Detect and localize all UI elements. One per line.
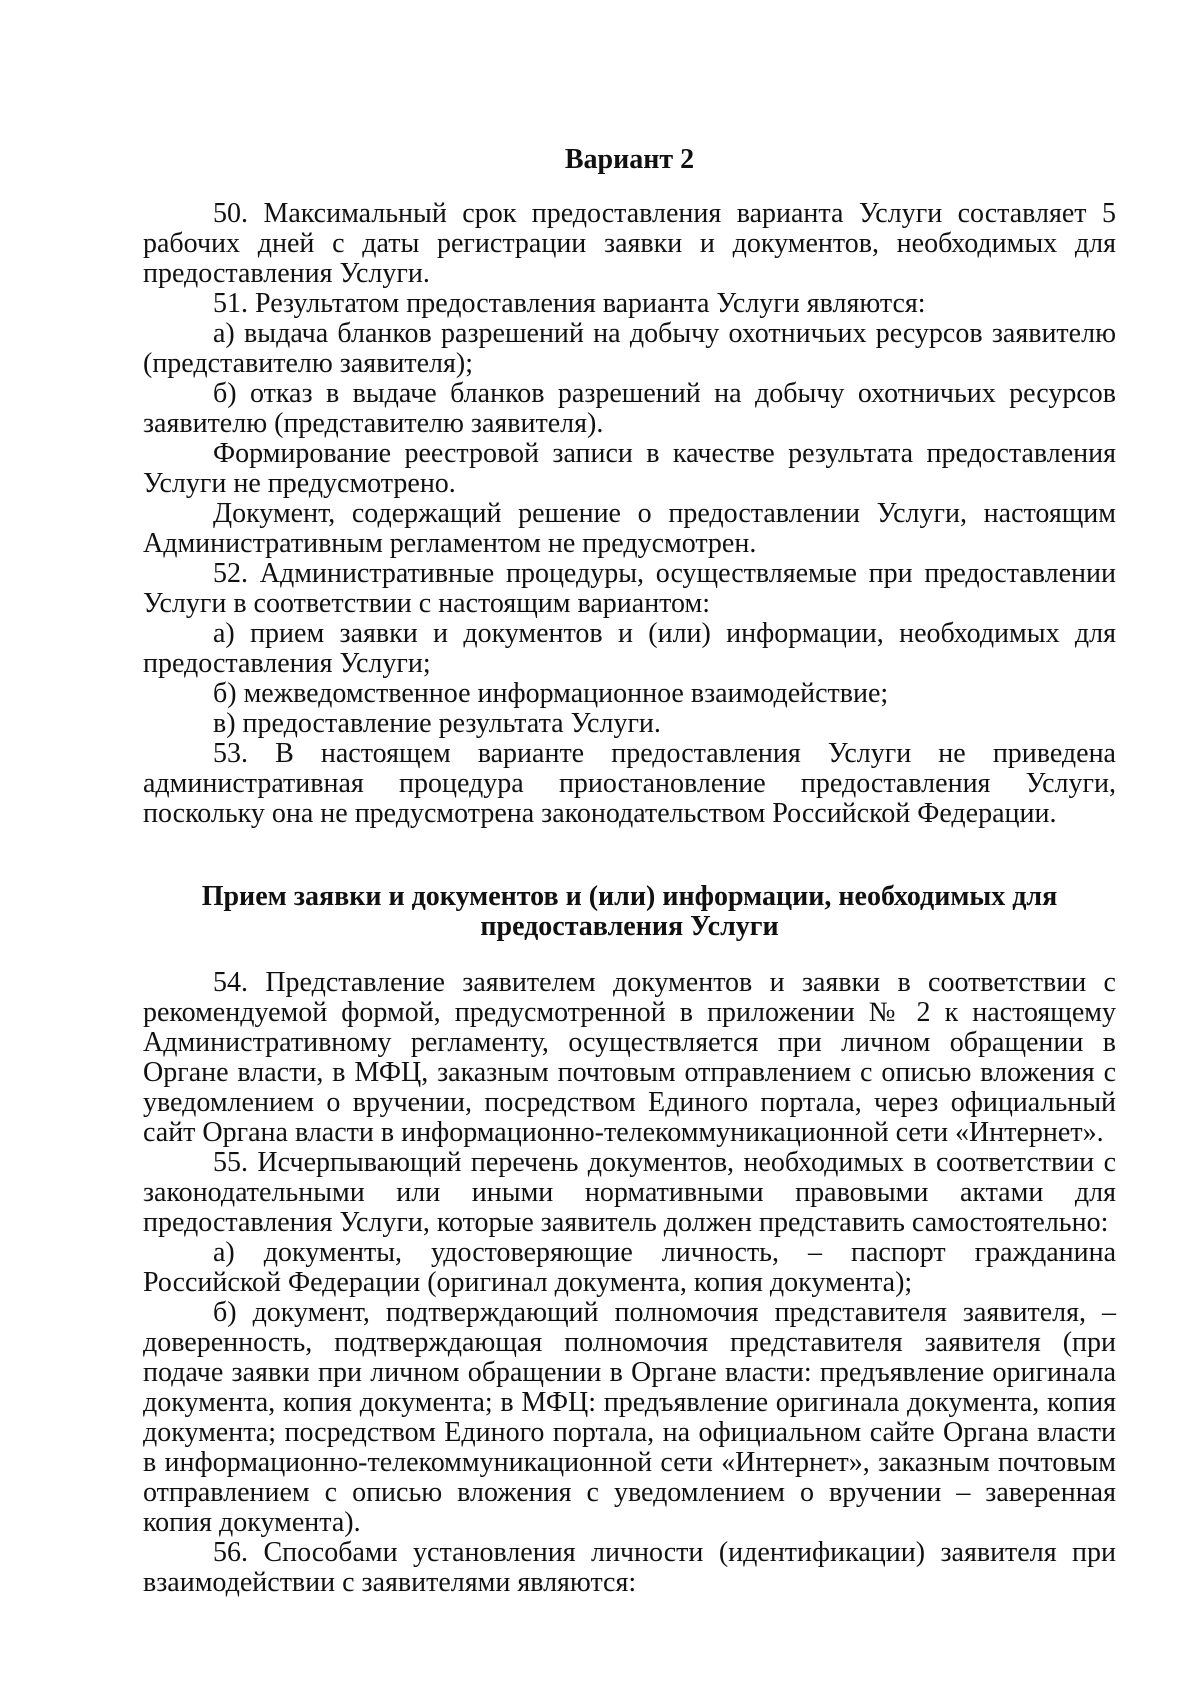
paragraph-54: 54. Представление заявителем документов и заявки в соответствии с рекомендуемой формой, предусмотренной в приложении № 2 к настоящему Административному регламенту, осуществляется при личном обращении в Органе власти, в МФЦ, заказным почтовым отправлением с описью вложения с уведомлением о вручении, посредством Единого портала, через официальный сайт Органа власти в информационно-телекоммуникационной сети «Интернет». <box>143 967 1116 1148</box>
section-paragraphs <box>143 968 1116 1598</box>
variant-paragraphs <box>143 199 1116 829</box>
paragraph-51-b: б) отказ в выдаче бланков разрешений на добычу охотничьих ресурсов заявителю (представителю заявителя). <box>143 378 1116 439</box>
paragraph-registry-record: Формирование реестровой записи в качестве результата предоставления Услуги не предусмотрено. <box>143 438 1116 499</box>
section-heading-line-1: Прием заявки и документов и (или) информации, необходимых для <box>201 881 1058 912</box>
variant-heading: Вариант 2 <box>564 144 695 175</box>
paragraph-53: 53. В настоящем варианте предоставления Услуги не приведена административная процедура приостановление предоставления Услуги, поскольку она не предусмотрена законодательством Российской Федерации. <box>143 738 1116 829</box>
paragraph-50: 50. Максимальный срок предоставления варианта Услуги составляет 5 рабочих дней с даты регистрации заявки и документов, необходимых для предоставления Услуги. <box>143 198 1116 289</box>
paragraph-52-b: б) межведомственное информационное взаимодействие; <box>213 678 889 709</box>
paragraph-55: 55. Исчерпывающий перечень документов, необходимых в соответствии с законодательными или иными нормативными правовыми актами для предоставления Услуги, которые заявитель должен представить самостоятельно: <box>143 1147 1116 1238</box>
paragraph-52-a: а) прием заявки и документов и (или) информации, необходимых для предоставления Услуги; <box>143 618 1116 679</box>
paragraph-51-a: а) выдача бланков разрешений на добычу охотничьих ресурсов заявителю (представителю заявителя); <box>143 318 1116 379</box>
paragraph-55-b: б) документ, подтверждающий полномочия представителя заявителя, – доверенность, подтверждающая полномочия представителя заявителя (при подаче заявки при личном обращении в Органе власти: предъявление оригинала документа, копия документа; в МФЦ: предъявление оригинала документа, копия документа; посредством Единого портала, на официальном сайте Органа власти в информационно-телекоммуникационной сети «Интернет», заказным почтовым отправлением с описью вложения с уведомлением о вручении – заверенная копия документа). <box>143 1297 1116 1538</box>
paragraph-decision-document: Документ, содержащий решение о предоставлении Услуги, настоящим Административным регламентом не предусмотрен. <box>143 498 1116 559</box>
section-heading-line-2: предоставления Услуги <box>480 911 779 942</box>
paragraph-55-a: а) документы, удостоверяющие личность, – паспорт гражданина Российской Федерации (оригинал документа, копия документа); <box>143 1237 1116 1298</box>
paragraph-51: 51. Результатом предоставления варианта Услуги являются: <box>213 288 926 319</box>
section-heading <box>143 882 1116 942</box>
paragraph-52-c: в) предоставление результата Услуги. <box>213 708 661 739</box>
paragraph-56: 56. Способами установления личности (идентификации) заявителя при взаимодействии с заявителями являются: <box>143 1537 1116 1598</box>
paragraph-52: 52. Административные процедуры, осуществляемые при предоставлении Услуги в соответствии с настоящим вариантом: <box>143 558 1116 619</box>
